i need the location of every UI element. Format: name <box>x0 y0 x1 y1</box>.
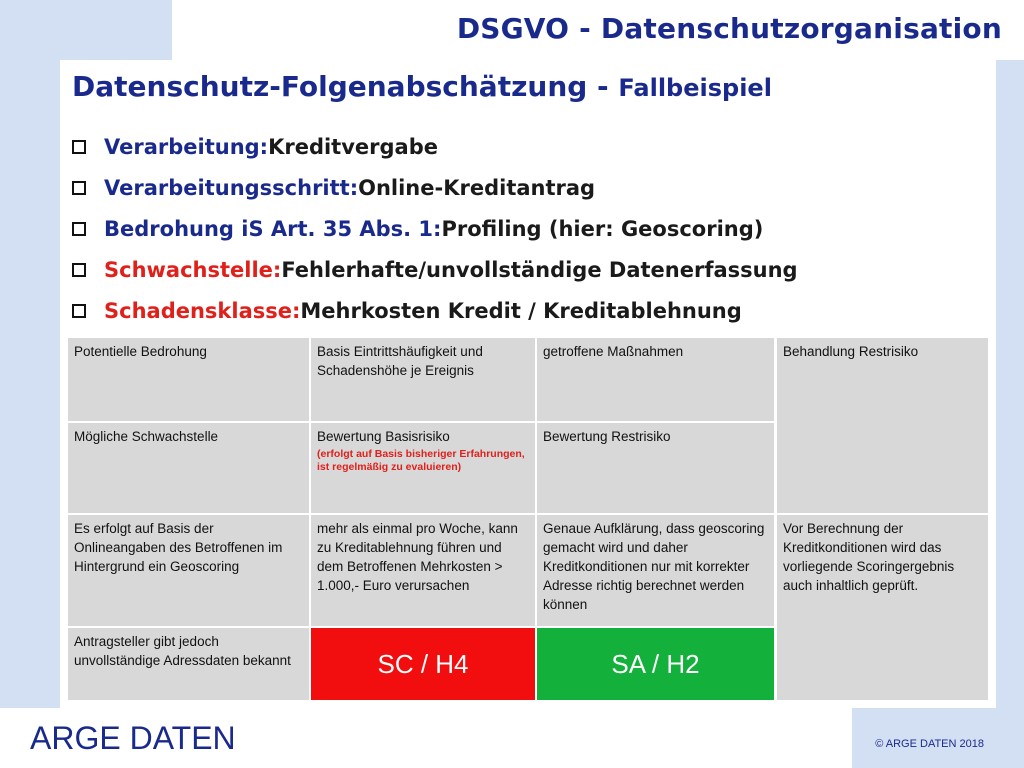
bullet-value: Fehlerhafte/unvollständige Datenerfassung <box>281 257 798 282</box>
table-cell: Vor Berechnung der Kreditkonditionen wird das vorliegende Scoringergebnis auch inhaltlich geprüft. <box>777 515 988 700</box>
bullet-item <box>72 249 798 290</box>
table-cell: Genaue Aufklärung, dass geoscoring gemacht wird und daher Kreditkonditionen nur mit korrekter Adresse richtig berechnet werden können <box>537 515 774 626</box>
basisrisiko-note: (erfolgt auf Basis bisheriger Erfahrungen, ist regelmäßig zu evaluieren) <box>317 448 525 473</box>
bullet-label: Verarbeitung: <box>104 134 269 159</box>
restrisiko-rating: SA / H2 <box>537 628 774 700</box>
table-cell: Antragsteller gibt jedoch unvollständige Adressdaten bekannt <box>68 628 309 700</box>
table-cell: Es erfolgt auf Basis der Onlineangaben des Betroffenen im Hintergrund ein Geoscoring <box>68 515 309 626</box>
checkbox-bullet-icon <box>72 222 86 236</box>
bullet-label: Schadensklasse: <box>104 298 301 323</box>
bullet-label: Bedrohung iS Art. 35 Abs. 1: <box>104 216 442 241</box>
table-header-cell: Behandlung Restrisiko <box>777 338 988 513</box>
table-cell: mehr als einmal pro Woche, kann zu Kreditablehnung führen und dem Betroffenen Mehrkosten > 1.000,- Euro verursachen <box>311 515 535 626</box>
left-accent-strip <box>0 0 60 768</box>
table-header-cell: Potentielle Bedrohung <box>68 338 309 421</box>
slide-title-main: Datenschutz-Folgenabschätzung - <box>72 70 619 103</box>
bullet-value: Mehrkosten Kredit / Kreditablehnung <box>300 298 742 323</box>
bullet-item <box>72 290 798 331</box>
checkbox-bullet-icon <box>72 304 86 318</box>
header-bar <box>172 0 1024 60</box>
table-header-cell: Mögliche Schwachstelle <box>68 423 309 513</box>
table-header-cell: getroffene Maßnahmen <box>537 338 774 421</box>
bullet-item <box>72 167 798 208</box>
bullet-item <box>72 208 798 249</box>
header-title: DSGVO - Datenschutzorganisation <box>456 12 1002 45</box>
risk-table <box>68 338 988 700</box>
table-header-cell <box>311 423 535 513</box>
bullet-label: Verarbeitungsschritt: <box>104 175 359 200</box>
checkbox-bullet-icon <box>72 181 86 195</box>
footer-logo: ARGE DATEN <box>30 720 236 756</box>
footer-copyright: © ARGE DATEN 2018 <box>875 738 984 750</box>
checkbox-bullet-icon <box>72 140 86 154</box>
table-header-cell: Basis Eintrittshäufigkeit und Schadenshöhe je Ereignis <box>311 338 535 421</box>
bullet-item <box>72 126 798 167</box>
checkbox-bullet-icon <box>72 263 86 277</box>
slide-title-sub: Fallbeispiel <box>618 74 772 102</box>
bullet-list <box>72 126 798 331</box>
table-header-cell: Bewertung Restrisiko <box>537 423 774 513</box>
bullet-value: Profiling (hier: Geoscoring) <box>441 216 764 241</box>
bullet-label: Schwachstelle: <box>104 257 282 282</box>
basisrisiko-rating: SC / H4 <box>311 628 535 700</box>
bullet-value: Online-Kreditantrag <box>358 175 596 200</box>
bullet-value: Kreditvergabe <box>268 134 438 159</box>
slide-title <box>72 70 772 103</box>
basisrisiko-label: Bewertung Basisrisiko <box>317 429 450 444</box>
